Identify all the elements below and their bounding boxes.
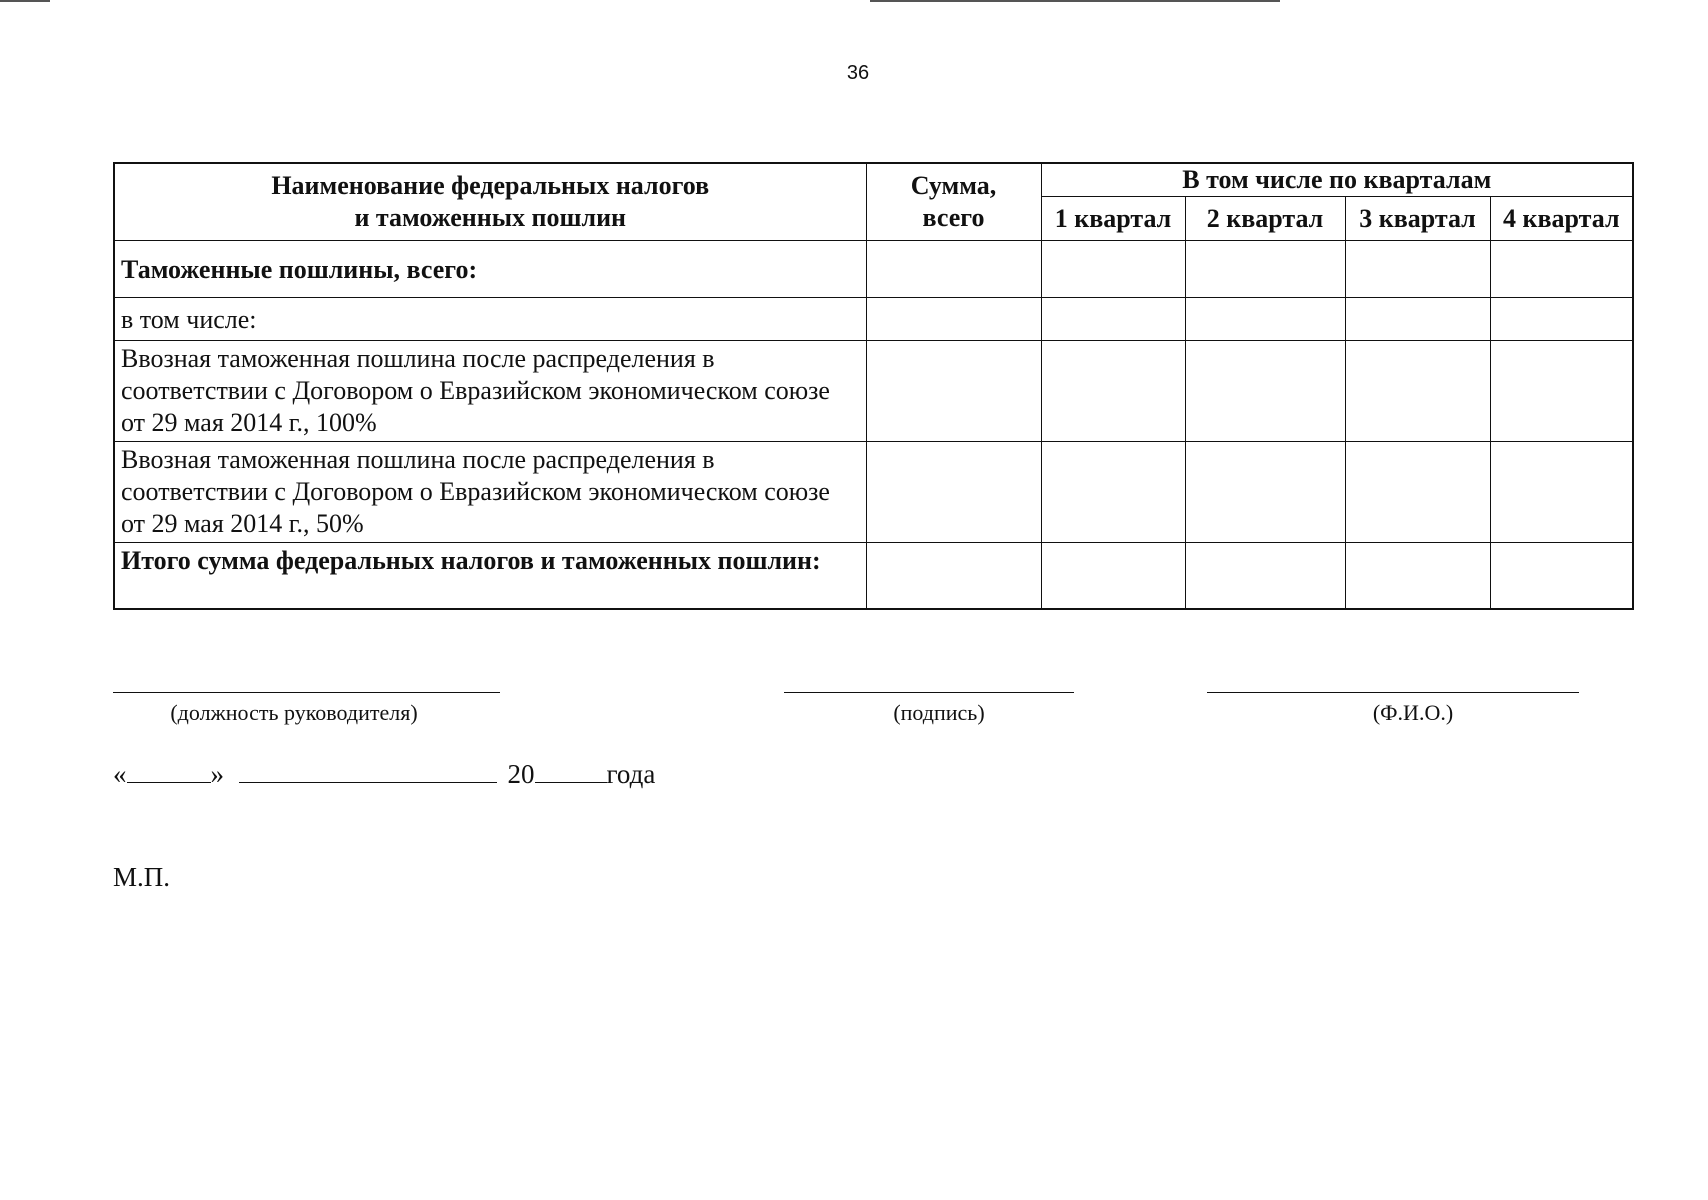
cell-q4	[1490, 442, 1633, 543]
stamp-label: М.П.	[113, 862, 171, 892]
year-suffix: года	[606, 759, 656, 789]
cell-q1	[1041, 298, 1185, 341]
cell-sum	[866, 543, 1041, 609]
header-quarter-3: 3 квартал	[1345, 197, 1490, 241]
cell-q4	[1490, 298, 1633, 341]
header-name-column	[114, 163, 866, 241]
cell-q4	[1490, 341, 1633, 442]
cell-q3	[1345, 241, 1490, 298]
header-quarter-1: 1 квартал	[1041, 197, 1185, 241]
page-number: 36	[846, 62, 870, 84]
cell-q2	[1185, 543, 1345, 609]
tax-table	[113, 162, 1634, 610]
header-sum-line2: всего	[922, 203, 985, 232]
table-row	[114, 298, 1633, 341]
signature-caption: (подпись)	[893, 700, 985, 725]
row-label-including: в том числе:	[114, 298, 866, 341]
signature-line	[784, 692, 1074, 693]
cell-q4	[1490, 543, 1633, 609]
header-quarter-2: 2 квартал	[1185, 197, 1345, 241]
cell-q3	[1345, 442, 1490, 543]
row-label-import-duty-50: Ввозная таможенная пошлина после распределения в соответствии с Договором о Евразийском экономическом союзе от 29 мая 2014 г., 50%	[114, 442, 866, 543]
cell-sum	[866, 341, 1041, 442]
cell-q3	[1345, 298, 1490, 341]
top-rule-center	[870, 0, 1280, 2]
table-row	[114, 442, 1633, 543]
year-prefix: 20	[507, 759, 535, 789]
cell-sum	[866, 442, 1041, 543]
cell-q2	[1185, 442, 1345, 543]
cell-q1	[1041, 442, 1185, 543]
position-signature-line	[113, 692, 500, 693]
header-sum-line1: Сумма,	[910, 171, 997, 200]
cell-q2	[1185, 298, 1345, 341]
date-close-quote: »	[210, 759, 224, 789]
header-quarters-group: В том числе по кварталам	[1041, 163, 1633, 197]
cell-q1	[1041, 241, 1185, 298]
cell-q1	[1041, 543, 1185, 609]
table-row	[114, 543, 1633, 609]
cell-q2	[1185, 241, 1345, 298]
cell-q4	[1490, 241, 1633, 298]
table-row	[114, 241, 1633, 298]
row-label-import-duty-100: Ввозная таможенная пошлина после распределения в соответствии с Договором о Евразийском экономическом союзе от 29 мая 2014 г., 100%	[114, 341, 866, 442]
cell-q3	[1345, 543, 1490, 609]
cell-q1	[1041, 341, 1185, 442]
header-sum-column	[866, 163, 1041, 241]
row-label-customs-total: Таможенные пошлины, всего:	[114, 241, 866, 298]
header-name-line1: Наименование федеральных налогов	[271, 171, 710, 200]
day-blank	[127, 756, 211, 783]
header-name-line2: и таможенных пошлин	[354, 203, 627, 232]
year-blank	[535, 756, 607, 783]
date-line	[113, 756, 655, 790]
name-signature-line	[1207, 692, 1579, 693]
position-caption: (должность руководителя)	[170, 700, 418, 725]
row-label-grand-total: Итого сумма федеральных налогов и таможенных пошлин:	[114, 543, 866, 609]
top-rule-left	[0, 0, 50, 2]
header-quarter-4: 4 квартал	[1490, 197, 1633, 241]
table-row	[114, 341, 1633, 442]
name-caption: (Ф.И.О.)	[1372, 700, 1454, 725]
cell-sum	[866, 241, 1041, 298]
cell-q2	[1185, 341, 1345, 442]
cell-q3	[1345, 341, 1490, 442]
month-blank	[239, 756, 497, 783]
date-open-quote: «	[113, 759, 127, 789]
cell-sum	[866, 298, 1041, 341]
